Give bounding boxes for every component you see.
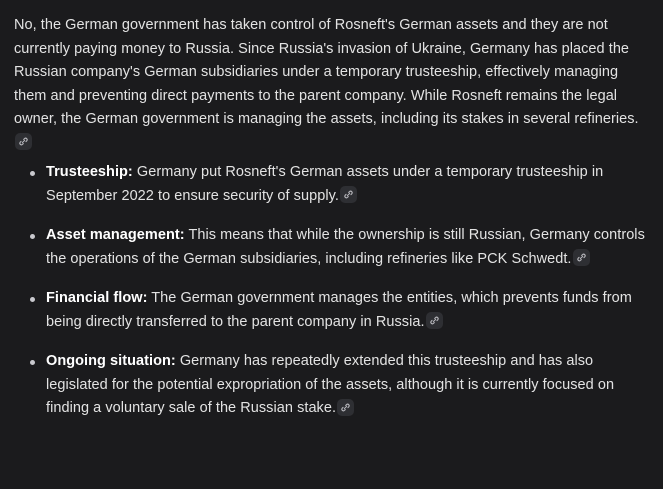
list-item-term: Financial flow: bbox=[46, 290, 148, 306]
list-item-term: Asset management: bbox=[46, 227, 185, 243]
bullet-list bbox=[14, 161, 647, 421]
bullet-dot-icon bbox=[30, 297, 35, 302]
link-icon[interactable] bbox=[15, 133, 32, 150]
link-icon[interactable] bbox=[426, 312, 443, 329]
bullet-dot-icon bbox=[30, 234, 35, 239]
summary-text: No, the German government has taken control of Rosneft's German assets and they are not currently paying money to Russia. Since Russia's invasion of Ukraine, Germany has placed the Russian company's German subsidiaries under a temporary trusteeship, effectively managing them and preventing direct payments to the parent company. While Rosneft remains the legal owner, the German government is managing the assets, including its stakes in several refineries. bbox=[14, 17, 639, 127]
list-item-term: Trusteeship: bbox=[46, 164, 133, 180]
link-icon[interactable] bbox=[573, 249, 590, 266]
list-item bbox=[14, 161, 647, 208]
list-item bbox=[14, 287, 647, 334]
list-item-text: Germany has repeatedly extended this trusteeship and has also legislated for the potential expropriation of the assets, although it is currently focused on finding a voluntary sale of the Russian stake. bbox=[46, 353, 615, 416]
list-item-term: Ongoing situation: bbox=[46, 353, 176, 369]
list-item-text: The German government manages the entities, which prevents funds from being directly transferred to the parent company in Russia. bbox=[46, 290, 632, 330]
link-icon[interactable] bbox=[337, 399, 354, 416]
link-icon[interactable] bbox=[340, 186, 357, 203]
bullet-dot-icon bbox=[30, 360, 35, 365]
list-item bbox=[14, 350, 647, 421]
list-item-text: This means that while the ownership is still Russian, Germany controls the operations of the German subsidiaries, including refineries like PCK Schwedt. bbox=[46, 227, 645, 267]
summary-paragraph bbox=[14, 14, 647, 155]
list-item-text: Germany put Rosneft's German assets under a temporary trusteeship in September 2022 to ensure security of supply. bbox=[46, 164, 604, 204]
bullet-dot-icon bbox=[30, 171, 35, 176]
list-item bbox=[14, 224, 647, 271]
